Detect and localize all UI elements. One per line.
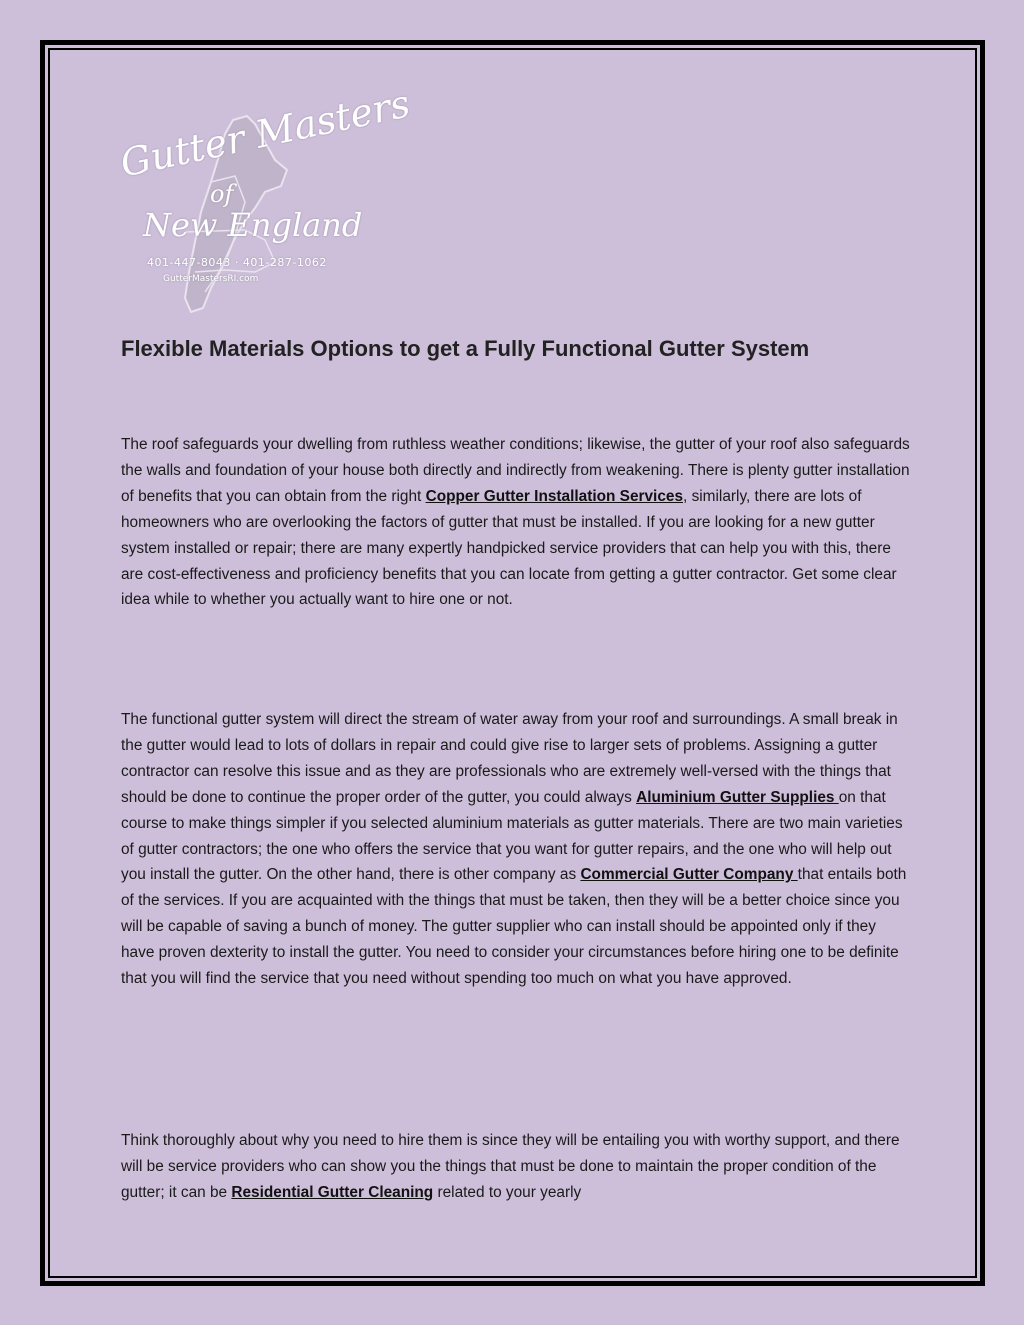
paragraph-text: Think thoroughly about why you need to hire them is since they will be entailing you with worthy support, and there will be service providers who can show you the things that must be done to maintain the proper condition of the gutter; it can be (121, 1132, 900, 1201)
paragraph-text: on that course to make things simpler if you selected aluminium materials as gutter materials. There are two main varieties of gutter contractors; the one who offers the service that you want for gutter repairs, and the one who will help out you install the gutter. On the other hand, there is other company as (121, 788, 903, 884)
logo-website: GutterMastersRI.com (163, 274, 259, 284)
logo-title-line1: Gutter Masters (116, 81, 414, 186)
page-title: Flexible Materials Options to get a Fully Functional Gutter System (121, 336, 810, 361)
logo-title-line3: New England (143, 206, 363, 244)
paragraph-1 (121, 432, 911, 613)
company-logo (115, 81, 414, 317)
paragraph-2 (121, 707, 911, 992)
logo-title-line2: of (210, 180, 234, 208)
aluminium-gutter-supplies-link[interactable]: Aluminium Gutter Supplies (636, 788, 839, 806)
paragraph-3 (121, 1128, 911, 1206)
residential-gutter-cleaning-link[interactable]: Residential Gutter Cleaning (231, 1183, 434, 1201)
paragraph-text: The functional gutter system will direct the stream of water away from your roof and surroundings. A small break in the gutter would lead to lots of dollars in repair and could give rise to larger sets of problems. Assigning a gutter contractor can resolve this issue and as they are professionals who are extremely well-versed with the things that should be done to continue the proper order of the gutter, you could always (121, 711, 898, 806)
logo-phones: 401-447-8043 · 401-287-1062 (147, 256, 327, 269)
paragraph-text: related to your yearly (433, 1183, 582, 1201)
copper-gutter-installation-link[interactable]: Copper Gutter Installation Services (425, 487, 684, 505)
commercial-gutter-company-link[interactable]: Commercial Gutter Company (580, 866, 798, 884)
paragraph-text: , similarly, there are lots of homeowners who are overlooking the factors of gutter that must be installed. If you are looking for a new gutter system installed or repair; there are many expertly handpicked service providers that can help you with this, there are cost-effectiveness and proficiency benefits that you can locate from getting a gutter contractor. Get some clear idea while to whether you actually want to hire one or not. (121, 487, 897, 609)
paragraph-text: that entails both of the services. If you are acquainted with the things that must be taken, then they will be a better choice since you will be capable of saving a bunch of money. The gutter supplier who can install should be appointed only if they have proven dexterity to install the gutter. You need to consider your circumstances before hiring one to be definite that you will find the service that you need without spending too much on what you have approved. (121, 866, 907, 988)
paragraph-text: The roof safeguards your dwelling from ruthless weather conditions; likewise, the gutter of your roof also safeguards the walls and foundation of your house both directly and indirectly from weakening. There is plenty gutter installation of benefits that you can obtain from the right (121, 436, 910, 505)
